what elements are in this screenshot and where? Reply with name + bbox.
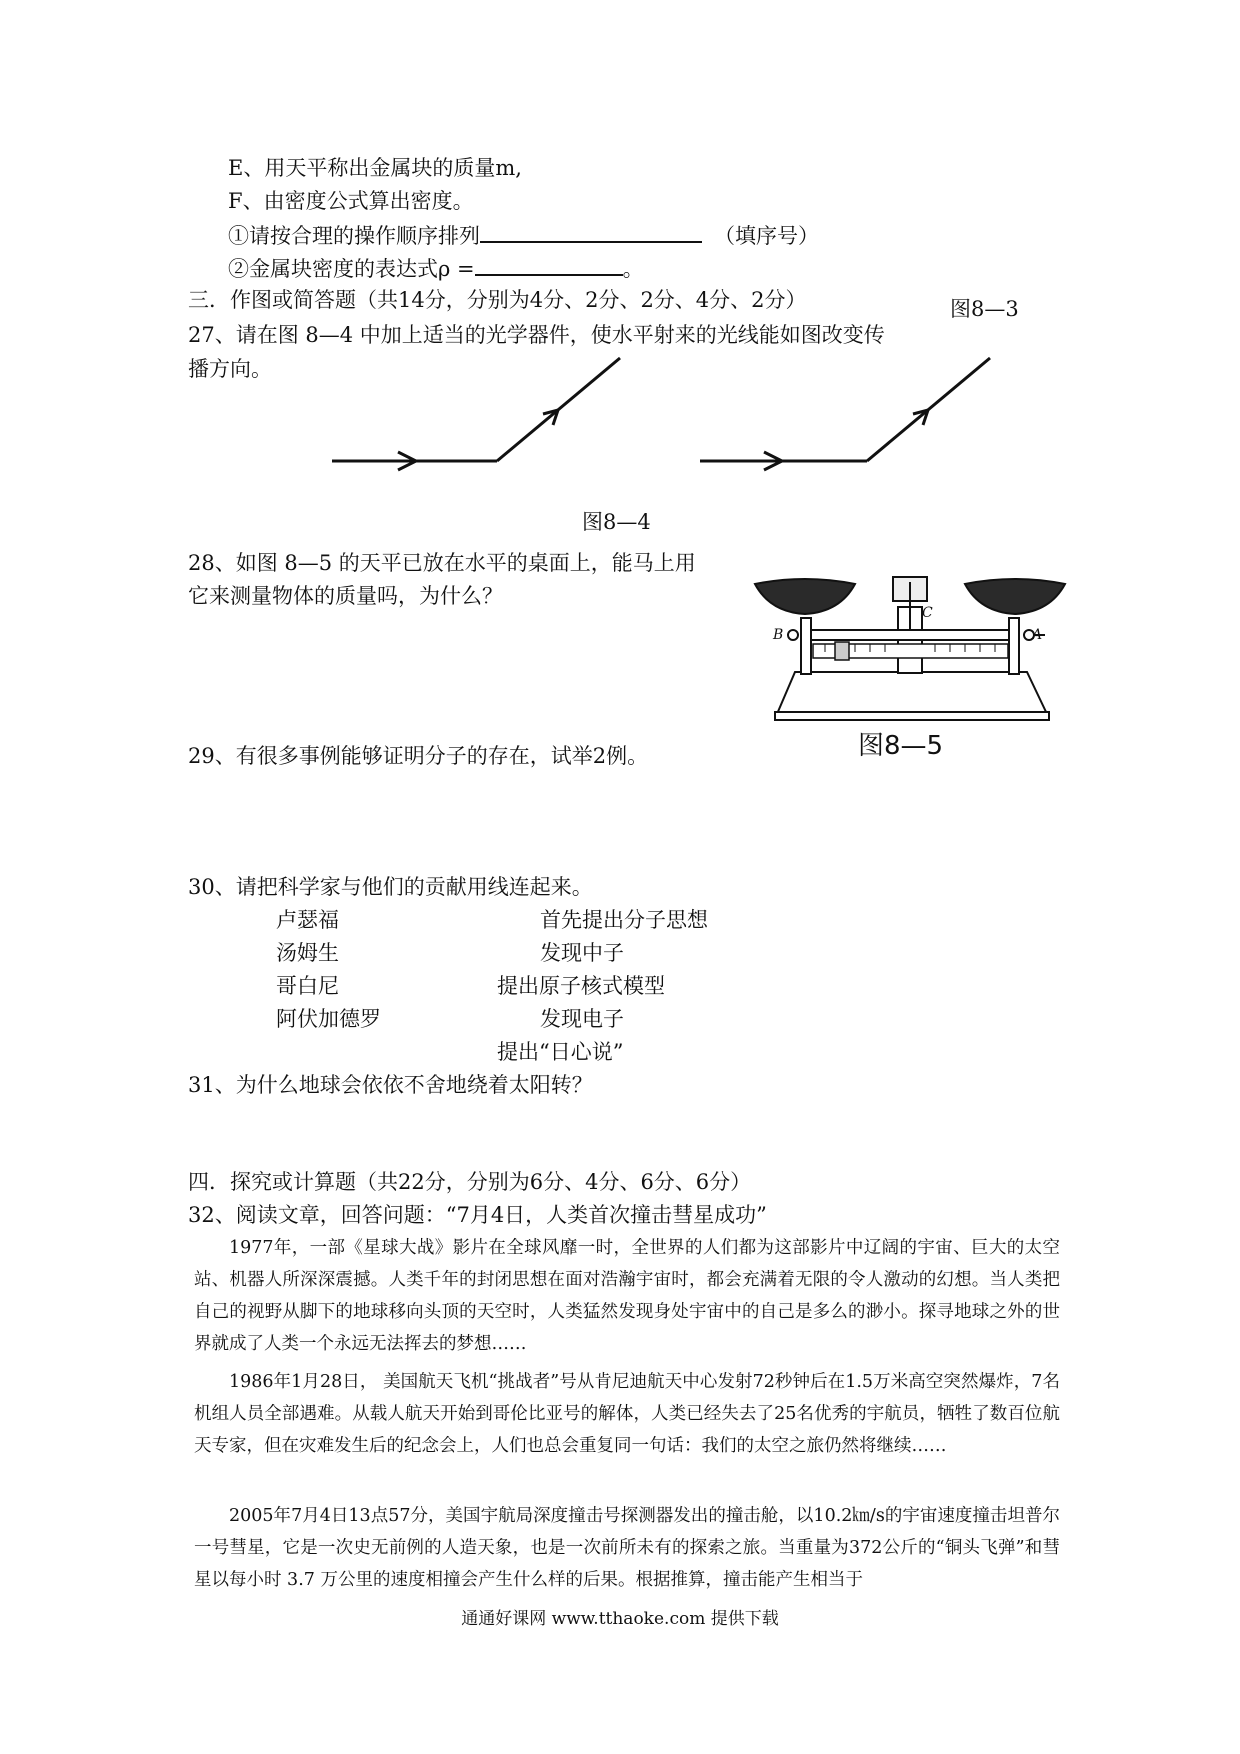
figure-8-3-label: 图8—3 <box>950 297 1019 321</box>
density-question-suffix: 。 <box>622 257 644 281</box>
order-question-suffix: （填序号） <box>714 224 819 248</box>
figure-8-5-caption: 图8—5 <box>858 731 944 761</box>
balance-label-a: A <box>1032 627 1043 643</box>
figure-8-5-balance <box>755 572 1070 722</box>
contribution-item: 提出“日心说” <box>497 1040 624 1064</box>
contribution-item: 提出原子核式模型 <box>497 974 665 998</box>
section3-heading: 三．作图或简答题（共14分，分别为4分、2分、2分、4分、2分） <box>188 288 807 312</box>
balance-label-b: B <box>773 627 784 643</box>
density-question-prefix: ②金属块密度的表达式ρ = <box>228 257 475 281</box>
light-ray-left <box>332 358 620 470</box>
q28-line1: 28、如图 8—5 的天平已放在水平的桌面上，能马上用 <box>188 551 696 575</box>
step-f: F、由密度公式算出密度。 <box>228 189 474 213</box>
article-paragraph-2: 1986年1月28日， 美国航天飞机“挑战者”号从肯尼迪航天中心发射72秒钟后在1.5万米高空突然爆炸，7名机组人员全部遇难。从载人航天开始到哥伦比亚号的解体，人类已经失去了25名优秀的宇航员，牺牲了数百位航天专家，但在灾难发生后的纪念会上，人们也总会重复同一句话：我们的太空之旅仍然将继续…… <box>194 1372 1060 1456</box>
q27-line1: 27、请在图 8—4 中加上适当的光学器件，使水平射来的光线能如图改变传 <box>188 323 885 347</box>
q30-text: 30、请把科学家与他们的贡献用线连起来。 <box>188 875 593 899</box>
footer-credit: 通通好课网 www.tthaoke.com 提供下载 <box>461 1609 779 1629</box>
scientist-item: 阿伏加德罗 <box>276 1007 381 1031</box>
q27-line2: 播方向。 <box>188 357 272 381</box>
section4-heading: 四．探究或计算题（共22分，分别为6分、4分、6分、6分） <box>188 1170 752 1194</box>
balance-label-c: C <box>922 605 933 621</box>
figure-8-4-caption: 图8—4 <box>582 510 651 534</box>
q29-text: 29、有很多事例能够证明分子的存在，试举2例。 <box>188 744 649 768</box>
q32-title: 32、阅读文章，回答问题：“7月4日，人类首次撞击彗星成功” <box>188 1203 767 1227</box>
q31-text: 31、为什么地球会依依不舍地绕着太阳转？ <box>188 1073 593 1097</box>
article-paragraph-1: 1977年，一部《星球大战》影片在全球风靡一时，全世界的人们都为这部影片中辽阔的宇宙、巨大的太空站、机器人所深深震撼。人类千年的封闭思想在面对浩瀚宇宙时，都会充满着无限的令人激动的幻想。当人类把自己的视野从脚下的地球移向头顶的天空时，人类猛然发现身处宇宙中的自己是多么的渺小。探寻地球之外的世界就成了人类一个永远无法挥去的梦想…… <box>194 1238 1060 1354</box>
scientist-item: 卢瑟福 <box>276 908 339 932</box>
contribution-item: 发现中子 <box>540 941 624 965</box>
contribution-item: 首先提出分子思想 <box>540 908 708 932</box>
step-e: E、用天平称出金属块的质量m, <box>228 156 522 180</box>
article-paragraph-3: 2005年7月4日13点57分，美国宇航局深度撞击号探测器发出的撞击舱，以10.2㎞/s的宇宙速度撞击坦普尔一号彗星，它是一次史无前例的人造天象，也是一次前所未有的探索之旅。当重量为372公斤的“铜头飞弹”和彗星以每小时 3.7 万公里的速度相撞会产生什么样的后果。根据推算，撞击能产生相当于 <box>194 1506 1060 1590</box>
scientist-item: 哥白尼 <box>276 974 339 998</box>
scientist-item: 汤姆生 <box>276 941 339 965</box>
light-ray-right <box>700 358 990 470</box>
contribution-item: 发现电子 <box>540 1007 624 1031</box>
q28-line2: 它来测量物体的质量吗，为什么？ <box>188 584 503 608</box>
order-question-prefix: ①请按合理的操作顺序排列 <box>228 224 480 248</box>
